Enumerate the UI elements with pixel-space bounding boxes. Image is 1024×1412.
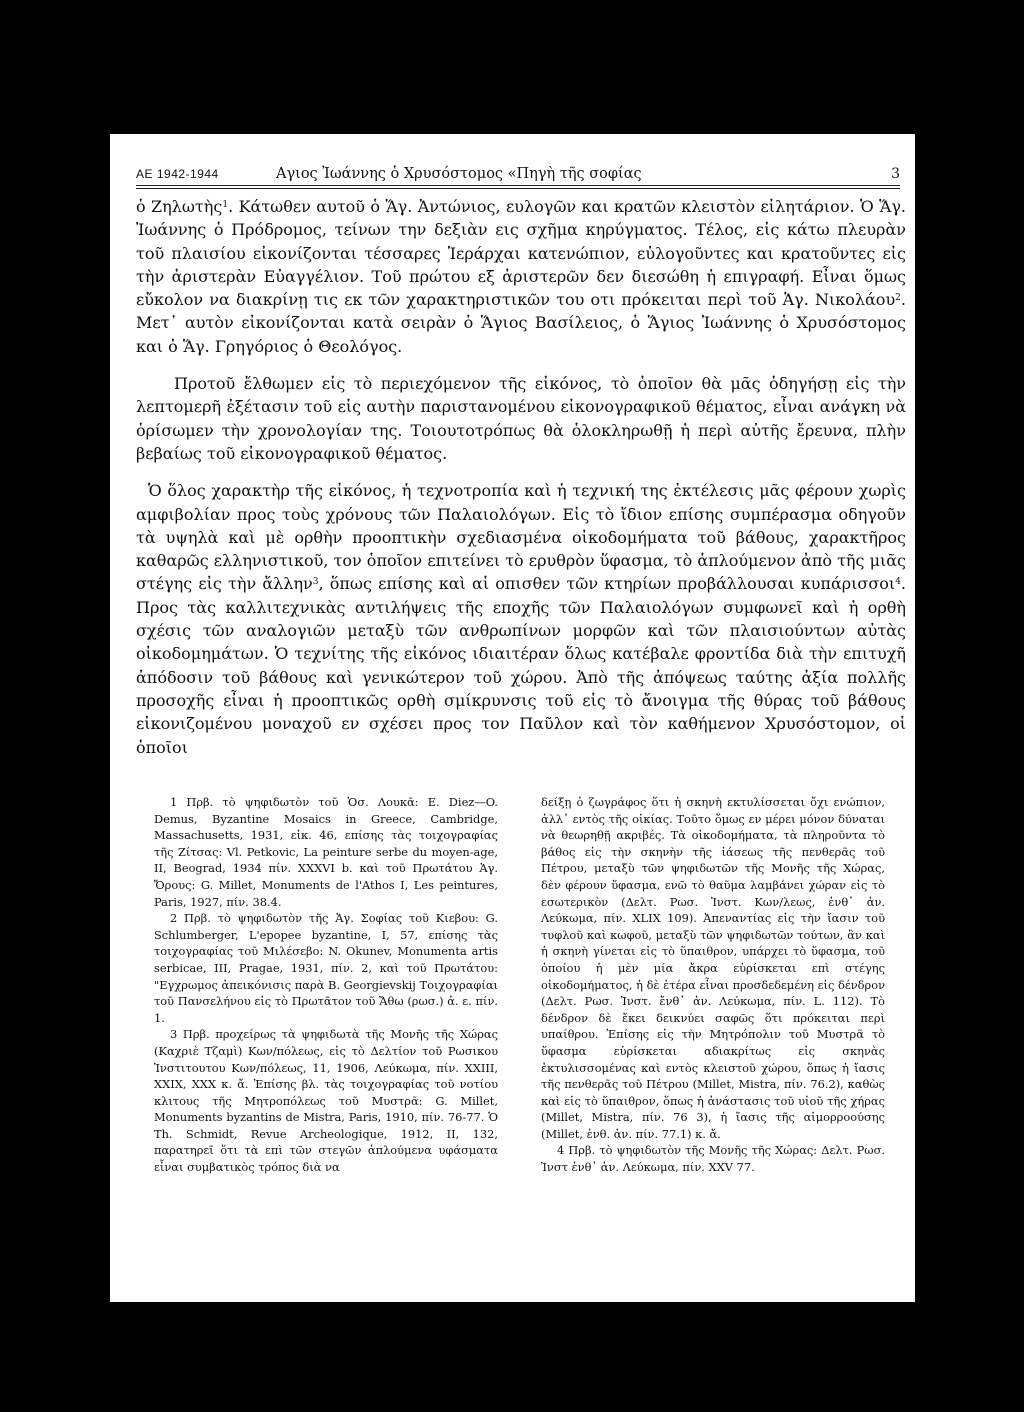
running-header — [136, 164, 900, 184]
paragraph-3: Ὁ ὅλος χαρακτὴρ τῆς εἰκόνος, ἡ τεχνοτροπία καὶ ἡ τεχνική της ἐκτέλεσις μᾶς φέρουν χωρὶς αμφιβολίαν προς τοὺς χρόνους τῶν Παλαιολόγων. Εἰς τὸ ἴδιον επίσης συμπέρασμα οδηγοῦν τὰ υψηλὰ καὶ μὲ ορθὴν προοπτικὴν σχεδιασμένα οἰκοδομήματα τοῦ βάθους, χαρακτῆρος καθαρῶς ελληνιστικοῦ, τον ὁποῖον επιτείνει τὸ ερυθρὸν ὕφασμα, τὸ ἁπλούμενον ἀπὸ τῆς μιᾶς στέγης εἰς τὴν ἄλλην$^3$, ὅπως επίσης καὶ αἱ οπισθεν τῶν κτηρίων προβάλλουσαι κυπάρισσοι$^4$. Προς τὰς καλλιτεχνικὰς αντιλήψεις τῆς εποχῆς τῶν Παλαιολόγων συμφωνεῖ καὶ ἡ ορθὴ σχέσις τῶν αναλογιῶν μεταξὺ τῶν ανθρωπίνων μορφῶν καὶ τῶν πλαισιούντων αὐτὰς οἰκοδομημάτων. Ὁ τεχνίτης τῆς εἰκόνος ιδιαιτέραν ὅλως κατέβαλε φροντίδα διὰ τὴν επιτυχῆ ἀπόδοσιν τοῦ βάθους καὶ γενικώτερον τοῦ χώρου. Ἀπὸ τῆς ἀπόψεως ταύτης ἀξία πολλῆς προσοχῆς εἶναι ἡ προοπτικῶς ορθὴ σμίκρυνσις τοῦ εἰς τὸ ἄνοιγμα τῆς θύρας τοῦ βάθους εἰκονιζομένου μοναχοῦ εν σχέσει προς τον Παῦλον καὶ τὸν καθήμενον Χρυσόστομον, οἱ ὁποῖοι — [136, 481, 907, 757]
main-text — [136, 195, 906, 759]
footnotes-left-column — [154, 794, 498, 1176]
footnote-3-continued: δείξῃ ὁ ζωγράφος ὅτι ἡ σκηνὴ εκτυλίσσεται ὄχι ενώπιον, ἀλλ᾽ εντὸς τῆς οἰκίας. Τοῦτο ὅμως εν μέρει μόνον δύναται νὰ θεωρηθῇ ακριβές. Τὰ οἰκοδομήματα, τὰ πληροῦντα τὸ βάθος εἰς τὴν σκηνὴν τῆς ἰάσεως τῆς πενθερᾶς τοῦ Πέτρου, μεταξὺ τῶν ψηφιδωτῶν τῆς Μονῆς τῆς Χώρας, δὲν φέρουν ὕφασμα, ενῶ τὸ θαῦμα λαμβάνει χώραν εἰς τὸ εσωτερικὸν (Δελτ. Ρωσ. Ἰνστ. Κων/λεως, ἐνθ᾽ ἀν. Λεύκωμα, πίν. XLIX 109). Ἀπεναντίας εἰς τὴν ἴασιν τοῦ τυφλοῦ καὶ κωφοῦ, μεταξὺ τῶν ψηφιδωτῶν τούτων, ἂν καὶ ἡ σκηνὴ γίνεται εἰς τὸ ὕπαιθρον, υπάρχει τὸ ὕφασμα, τοῦ ὁποίου ἡ μὲν μία ἄκρα εὑρίσκεται επὶ στέγης οἰκοδομήματος, ἡ δὲ ἑτέρα εἶναι προσδεδεμένη εἰς δένδρον (Δελτ. Ρωσ. Ἰνστ. ἔνθ᾽ ἀν. Λεύκωμα, πίν. L. 112). Τὸ δένδρον δὲ ἔκει δεικνύει σαφῶς ὅτι πρόκειται περὶ υπαίθρου. Ἐπίσης εἰς τὴν Μητρόπολιν τοῦ Μυστρᾶ τὸ ὕφασμα εὑρίσκεται αδιακρίτως εἰς σκηνὰς ἐκτυλισσομένας καὶ εντὸς κλειστοῦ χώρου, ὅπως ἡ ἴασις τῆς πενθερᾶς τοῦ Πέτρου (Millet, Mistra, πίν. 76.2), καθὼς καὶ εἰς τὸ ὕπαιθρον, ὅπως ἡ ἀνάστασις τοῦ υἱοῦ τῆς χήρας (Millet, Mistra, πίν. 76 3), ἡ ἴασις τῆς αἱμορροούσης (Millet, ἐνθ. ἀν. πίν. 77.1) κ. ἄ. — [541, 795, 885, 1141]
footnote-4: 4 Πρβ. τὸ ψηφιδωτὸν τῆς Μονῆς τῆς Χώρας: Δελτ. Ρωσ. Ἰνστ ἐνθ᾽ ἀν. Λεύκωμα, πίν. XXV 77. — [541, 1143, 885, 1175]
header-journal-abbrev: ΑΕ 1942-1944 — [136, 167, 219, 181]
footnotes-right-column — [541, 794, 885, 1176]
paragraph-1: ὁ Ζηλωτὴς$^1$. Κάτωθεν αυτοῦ ὁ Ἅγ. Ἀντώνιος, ευλογῶν και κρατῶν κλειστὸν εἰλητάριον. Ὁ Ἅγ. Ἰωάννης ὁ Πρόδρομος, τείνων την δεξιὰν εις σχῆμα κηρύγματος. Τέλος, εἰς κάτω πλευρὰν τοῦ πλαισίου εἰκονίζονται τέσσαρες Ἱεράρχαι κατενώπιον, εὐλογοῦντες και κρατοῦντες εἰς τὴν ἀριστερὰν Εὐαγγέλιον. Τοῦ πρώτου εξ ἀριστερῶν δεν διεσώθη ἡ επιγραφή. Εἶναι ὅμως εὔκολον να διακρίνῃ τις εκ τῶν χαρακτηριστικῶν του οτι πρόκειται περὶ τοῦ Ἁγ. Νικολάου$^2$. Μετ᾽ αυτὸν εἰκονίζονται κατὰ σειρὰν ὁ Ἅγιος Βασίλειος, ὁ Ἅγιος Ἰωάννης ὁ Χρυσόστομος και ὁ Ἅγ. Γρηγόριος ὁ Θεολόγος. — [136, 197, 906, 356]
footnote-ref-1: 1 — [222, 200, 229, 210]
page-number: 3 — [891, 166, 900, 182]
header-double-rule — [136, 185, 900, 189]
footnote-ref-2: 2 — [895, 293, 901, 304]
footnote-ref-4: 4 — [895, 577, 901, 588]
footnote-2: 2 Πρβ. τὸ ψηφιδωτὸν τῆς Ἁγ. Σοφίας τοῦ Κιεβου: G. Schlumberger, L'epopee byzantine, I, 57, επίσης τὰς τοιχογραφίας τοῦ Μιλέσεβο: N. Okunev, Monumenta artis serbicae, III, Pragae, 1931, πίν. 2, καὶ τοῦ Πρωτάτου: "Εγχρωμος ἀπεικόνισις παρὰ B. Georgievskij Τοιχογραφίαι τοῦ Πανσελήνου εἰς τὸ Πρωτᾶτον τοῦ Ἄθω (ρωσ.) ἀ. ε. πίν. 1. — [154, 911, 498, 1025]
footnote-1: 1 Πρβ. τὸ ψηφιδωτὸν τοῦ Ὁσ. Λουκᾶ: E. Diez—O. Demus, Byzantine Mosaics in Greece, Cambridge, Massachusetts, 1931, εἰκ. 46, επίσης τὰς τοιχογραφίας τῆς Ζίτσας: Vl. Petkovic, La peinture serbe du moyen-age, II, Beograd, 1934 πίν. XXXVI b. καὶ τοῦ Πρωτάτου Ἁγ. Ὄρους: G. Millet, Monuments de l'Athos I, Les peintures, Paris, 1927, πίν. 38.4. — [154, 795, 498, 909]
header-title: Αγιος Ἰωάννης ὁ Χρυσόστομος «Πηγὴ τῆς σοφίας — [276, 166, 642, 182]
footnote-ref-3: 3 — [312, 577, 319, 588]
paragraph-2: Προτοῦ ἔλθωμεν εἰς τὸ περιεχόμενον τῆς εἰκόνος, τὸ ὁποῖον θὰ μᾶς ὁδηγήσῃ εἰς τὴν λεπτομερῆ ἐξέτασιν τοῦ εἰς αυτὴν παριστανομένου εἰκονογραφικοῦ θέματος, εἶναι ανάγκη νὰ ὁρίσωμεν τὴν χρονολογίαν της. Τοιουτοτρόπως θὰ ὁλοκληρωθῇ ἡ περὶ αὐτῆς ἔρευνα, πλὴν βεβαίως τοῦ εἰκονογραφικοῦ θέματος. — [136, 374, 906, 463]
footnote-3: 3 Πρβ. προχείρως τὰ ψηφιδωτὰ τῆς Μονῆς τῆς Χώρας (Καχριὲ Τζαμὶ) Κων/πόλεως, εἰς τὸ Δελτίον τοῦ Ρωσικου Ἰνστιτουτου Κων/πόλεως, 11, 1906, Λεύκωμα, πίν. XXIII, XXIX, XXX κ. ἄ. Ἐπίσης βλ. τὰς τοιχογραφίας τοῦ νοτίου κλιτους τῆς Μητροπόλεως τοῦ Μυστρᾶ: G. Millet, Monuments byzantins de Mistra, Paris, 1910, πίν. 76-77. Ὁ Th. Schmidt, Revue Archeologique, 1912, II, 132, παρατηρεῖ ὅτι τὰ επὶ τῶν στεγῶν ἁπλούμενα υφάσματα εἶναι συμβατικὸς τρόπος διὰ να — [154, 1027, 498, 1175]
document-page — [110, 134, 915, 1302]
